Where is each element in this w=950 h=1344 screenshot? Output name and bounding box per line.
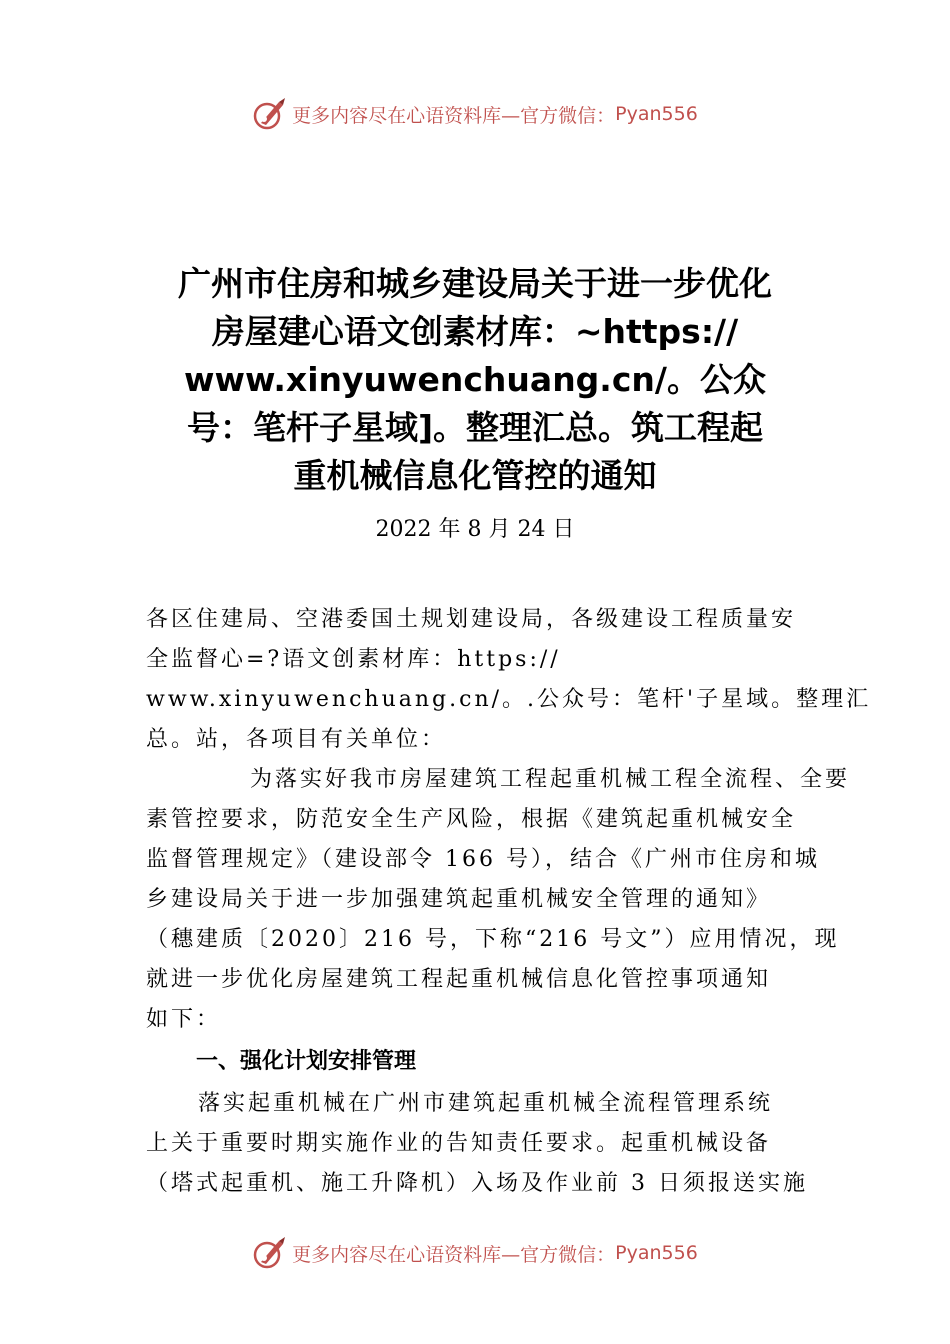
document-body [146,600,872,1204]
section-heading: 一、强化计划安排管理 [196,1049,417,1074]
body-line: 乡建设局关于进一步加强建筑起重机械安全管理的通知》 [146,887,772,912]
body-line: 上关于重要时期实施作业的告知责任要求。起重机械设备 [146,1131,772,1156]
intro-paragraph [146,760,851,1040]
body-line: 各区住建局、空港委国土规划建设局，各级建设工程质量安 [146,607,797,632]
document-title [120,260,830,500]
document-date: 2022 年 8 月 24 日 [375,517,575,542]
title-line: 广州市住房和城乡建设局关于进一步优化 [178,264,772,303]
body-line: 如下： [146,1007,222,1032]
body-line: 落实起重机械在广州市建筑起重机械全流程管理系统 [198,1091,774,1116]
body-line: （塔式起重机、施工升降机）入场及作业前 3 日须报送实施 [146,1171,808,1196]
header-banner [0,94,950,134]
body-line: 就进一步优化房屋建筑工程起重机械信息化管控事项通知 [146,967,772,992]
body-line: 为落实好我市房屋建筑工程起重机械工程全流程、全要 [250,767,851,792]
title-line: 重机械信息化管控的通知 [293,456,657,495]
body-line: （穗建质〔2020〕216 号，下称“216 号文”）应用情况，现 [146,927,840,952]
section1-paragraph [146,1084,826,1204]
address-paragraph [146,600,872,760]
title-line: www.xinyuwenchuang.cn/。公众 [184,360,766,399]
title-line: 号：笔杆子星域]。整理汇总。筑工程起 [186,408,764,447]
banner-wechat-id: Pyan556 [615,1242,698,1264]
body-line: 素管控要求，防范安全生产风险，根据《建筑起重机械安全 [146,807,797,832]
title-line: 房屋建心语文创素材库：~https:// [211,312,739,351]
pen-quill-icon [252,1236,288,1270]
pen-quill-icon [252,97,288,131]
banner-text: 更多内容尽在心语资料库—官方微信： [292,104,616,127]
body-line: 全监督心=?语文创素材库：https:// [146,647,561,672]
banner-text: 更多内容尽在心语资料库—官方微信： [292,1243,616,1266]
body-line: 监督管理规定》（建设部令 166 号），结合《广州市住房和城 [146,847,820,872]
body-line: www.xinyuwenchuang.cn/。.公众号：笔杆'子星域。整理汇 [146,687,872,712]
body-line: 总。站，各项目有关单位： [146,727,447,752]
footer-banner [0,1233,950,1273]
banner-wechat-id: Pyan556 [615,103,698,125]
